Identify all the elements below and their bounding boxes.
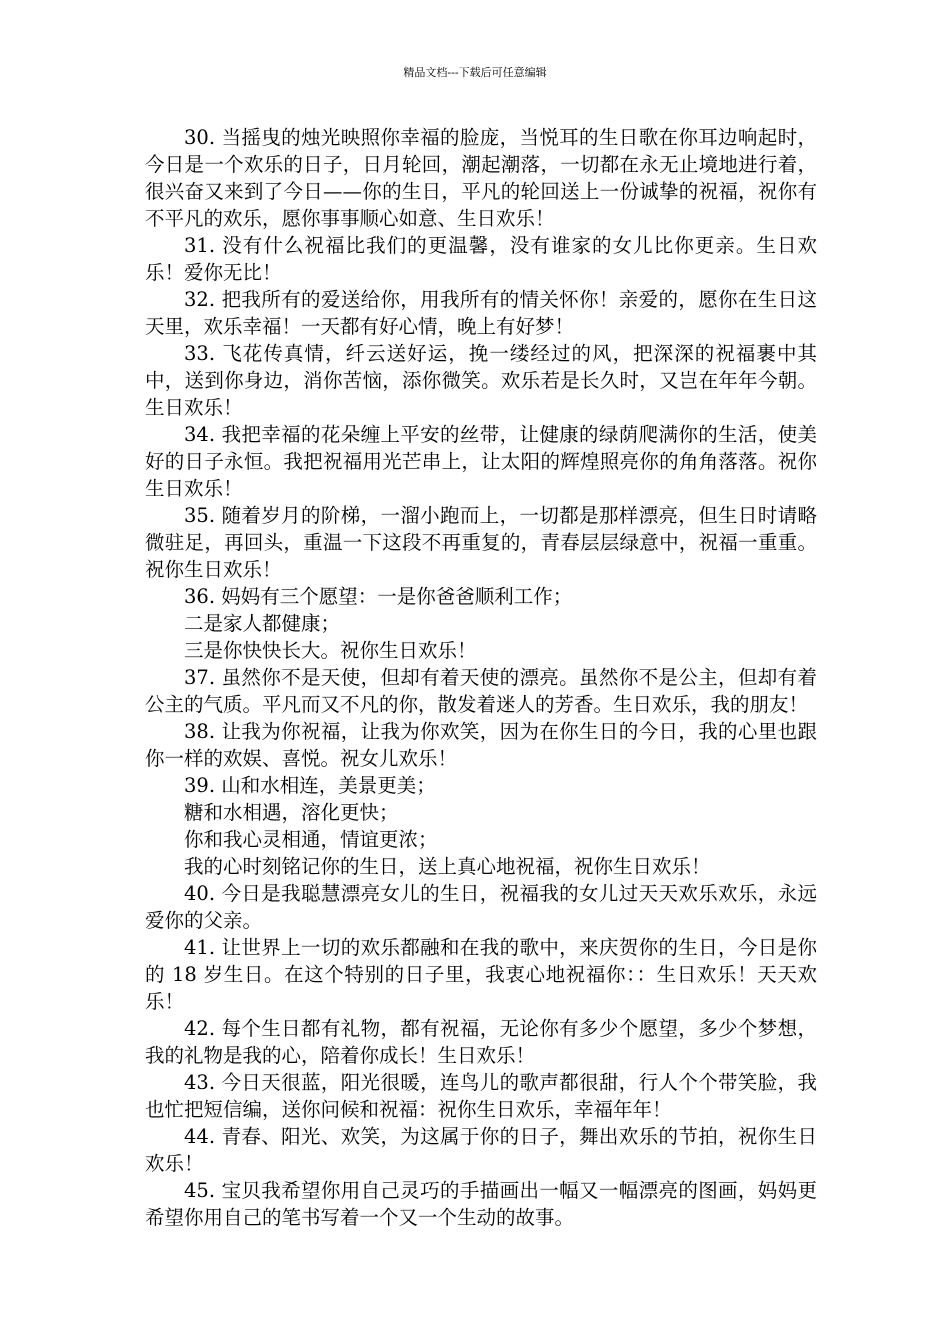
paragraph-39: 39. 山和水相连，美景更美； xyxy=(184,774,436,797)
paragraph-36: 36. 妈妈有三个愿望：一是你爸爸顺利工作； xyxy=(184,585,573,608)
paragraph-45: 45. 宝贝我希望你用自己灵巧的手描画出一幅又一幅漂亮的图画，妈妈更希望你用自己的笔书写着一个又一个生动的故事。 xyxy=(145,1179,817,1229)
paragraph-43: 43. 今日天很蓝，阳光很暖，连鸟儿的歌声都很甜，行人个个带笑脸，我也忙把短信编，送你问候和祝福：祝你生日欢乐，幸福年年！ xyxy=(145,1071,817,1121)
paragraph-33: 33. 飞花传真情，纤云送好运，挽一缕经过的风，把深深的祝福裹中其中，送到你身边，消你苦恼，添你微笑。欢乐若是长久时，又岂在年年今朝。生日欢乐！ xyxy=(145,342,817,419)
document-body xyxy=(145,124,817,1231)
paragraph-38: 38. 让我为你祝福，让我为你欢笑，因为在你生日的今日，我的心里也跟你一样的欢娱、喜悦。祝女儿欢乐！ xyxy=(145,720,817,770)
paragraph-36-line-3: 三是你快快长大。祝你生日欢乐！ xyxy=(184,639,477,662)
paragraph-37: 37. 虽然你不是天使，但却有着天使的漂亮。虽然你不是公主，但却有着公主的气质。平凡而又不凡的你，散发着迷人的芳香。生日欢乐，我的朋友！ xyxy=(145,666,817,716)
page-header: 精品文档---下载后可任意编辑 xyxy=(403,66,547,79)
paragraph-34: 34. 我把幸福的花朵缠上平安的丝带，让健康的绿荫爬满你的生活，使美好的日子永恒。我把祝福用光芒串上，让太阳的辉煌照亮你的角角落落。祝你生日欢乐！ xyxy=(145,423,817,500)
paragraph-32: 32. 把我所有的爱送给你，用我所有的情关怀你！亲爱的，愿你在生日这天里，欢乐幸福！一天都有好心情，晚上有好梦！ xyxy=(145,288,817,338)
paragraph-35: 35. 随着岁月的阶梯，一溜小跑而上，一切都是那样漂亮，但生日时请略微驻足，再回头，重温一下这段不再重复的，青春层层绿意中，祝福一重重。祝你生日欢乐！ xyxy=(145,504,817,581)
paragraph-40: 40. 今日是我聪慧漂亮女儿的生日，祝福我的女儿过天天欢乐欢乐，永远爱你的父亲。 xyxy=(145,882,817,932)
paragraph-30: 30. 当摇曳的烛光映照你幸福的脸庞，当悦耳的生日歌在你耳边响起时，今日是一个欢乐的日子，日月轮回，潮起潮落，一切都在永无止境地进行着，很兴奋又来到了今日——你的生日，平凡的轮回送上一份诚挚的祝福，祝你有不平凡的欢乐，愿你事事顺心如意、生日欢乐！ xyxy=(145,126,817,230)
paragraph-42: 42. 每个生日都有礼物，都有祝福，无论你有多少个愿望，多少个梦想，我的礼物是我的心，陪着你成长！生日欢乐！ xyxy=(145,1017,817,1067)
paragraph-44: 44. 青春、阳光、欢笑，为这属于你的日子，舞出欢乐的节拍，祝你生日欢乐！ xyxy=(145,1125,817,1175)
paragraph-36-line-2: 二是家人都健康； xyxy=(184,612,341,635)
paragraph-39-line-2: 糖和水相遇，溶化更快； xyxy=(184,801,399,824)
paragraph-41: 41. 让世界上一切的欢乐都融和在我的歌中，来庆贺你的生日，今日是你的 18 岁生日。在这个特别的日子里，我衷心地祝福你：：生日欢乐！天天欢乐！ xyxy=(145,936,817,1013)
paragraph-31: 31. 没有什么祝福比我们的更温馨，没有谁家的女儿比你更亲。生日欢乐！爱你无比！ xyxy=(145,234,817,284)
paragraph-39-line-3: 你和我心灵相通，情谊更浓； xyxy=(184,828,438,851)
paragraph-39-line-4: 我的心时刻铭记你的生日，送上真心地祝福，祝你生日欢乐！ xyxy=(184,855,711,878)
